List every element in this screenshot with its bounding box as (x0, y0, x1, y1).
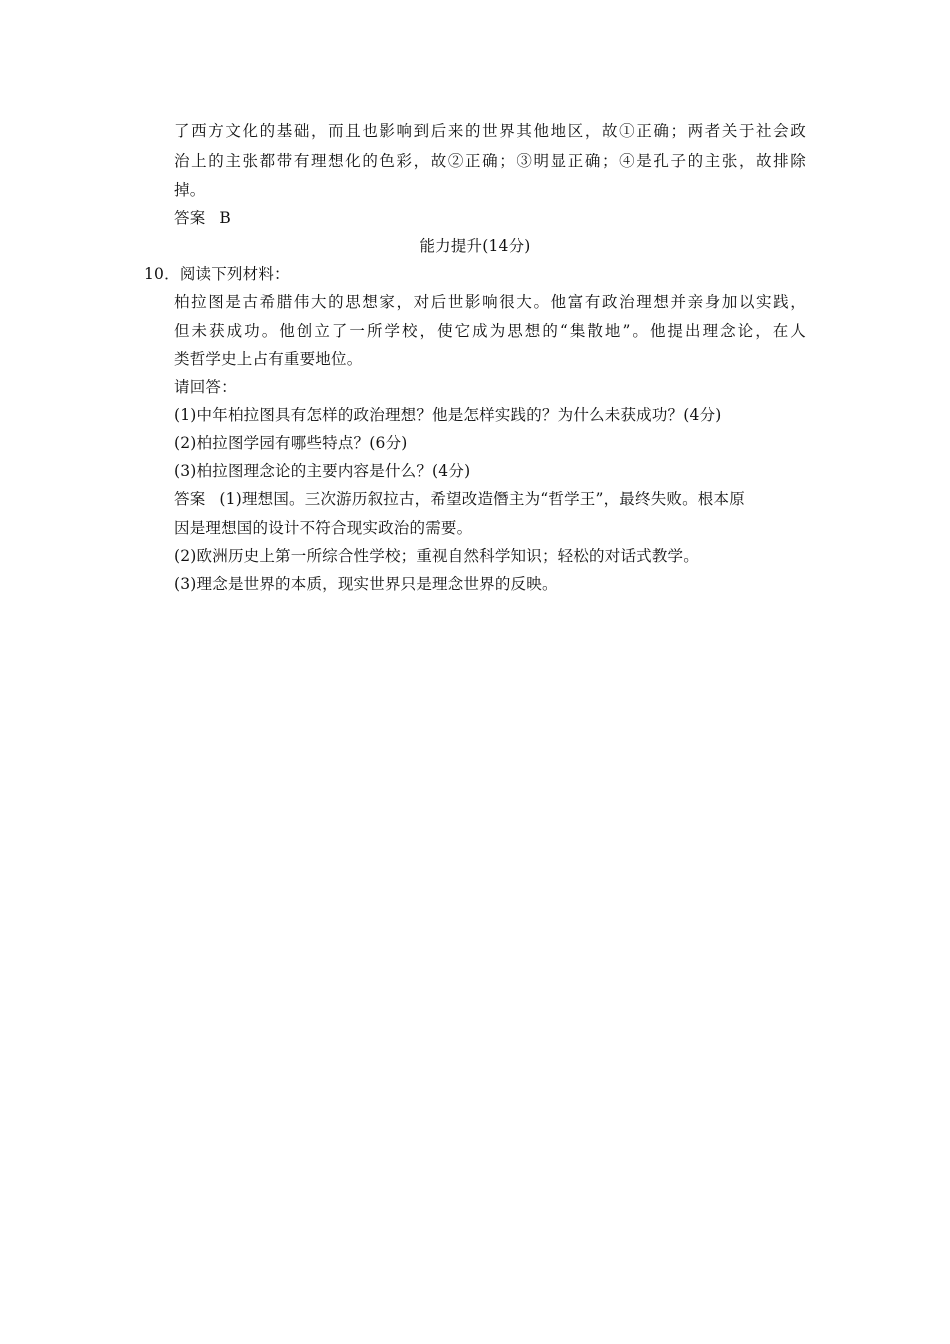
material-line-1: 柏拉图是古希腊伟大的思想家，对后世影响很大。他富有政治理想并亲身加以实践， (174, 293, 806, 311)
prev-explanation-line-2: 治上的主张都带有理想化的色彩，故②正确；③明显正确；④是孔子的主张，故排除 (174, 152, 806, 170)
prev-answer (174, 208, 231, 228)
answer-line-3: (2)欧洲历史上第一所综合性学校；重视自然科学知识；轻松的对话式教学。 (174, 547, 699, 565)
material-line-2: 但未获成功。他创立了一所学校，使它成为思想的“集散地”。他提出理念论，在人 (174, 322, 806, 340)
sub-question-1: (1)中年柏拉图具有怎样的政治理想？他是怎样实践的？为什么未获成功？(4分) (174, 406, 722, 424)
sub-question-3: (3)柏拉图理念论的主要内容是什么？(4分) (174, 462, 471, 480)
answer-line-4: (3)理念是世界的本质，现实世界只是理念世界的反映。 (174, 575, 558, 593)
answer-line-1 (174, 489, 806, 509)
question-prompt: 阅读下列材料： (179, 265, 290, 283)
section-title: 能力提升(14分) (419, 237, 531, 255)
ask-prompt: 请回答： (174, 378, 237, 396)
sub-question-2: (2)柏拉图学园有哪些特点？(6分) (174, 434, 408, 452)
prev-explanation-line-3: 掉。 (174, 181, 206, 199)
prev-answer-label: 答案 (174, 209, 206, 227)
prev-answer-value: B (219, 209, 231, 227)
answer-text-1: (1)理想国。三次游历叙拉古，希望改造僭主为“哲学王”，最终失败。根本原 (219, 490, 745, 508)
answer-line-2: 因是理想国的设计不符合现实政治的需要。 (174, 519, 473, 537)
question-10-heading (144, 264, 290, 284)
answer-label: 答案 (174, 490, 206, 508)
question-number: 10． (144, 265, 180, 283)
material-line-3: 类哲学史上占有重要地位。 (174, 350, 363, 368)
prev-explanation-line-1: 了西方文化的基础，而且也影响到后来的世界其他地区，故①正确；两者关于社会政 (174, 122, 806, 140)
